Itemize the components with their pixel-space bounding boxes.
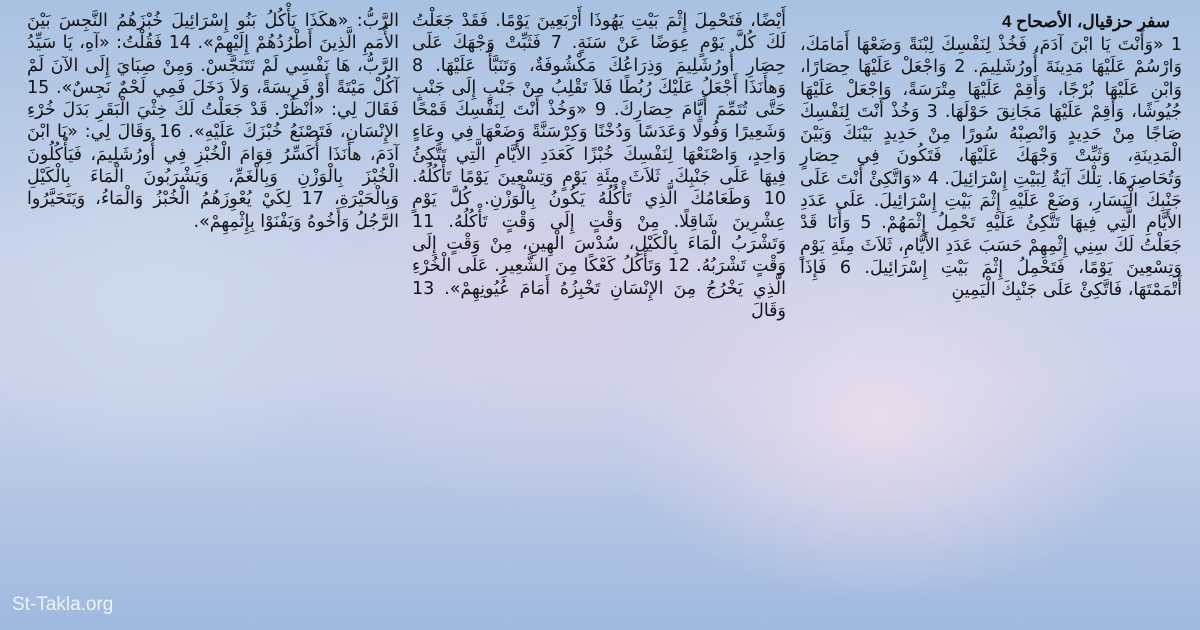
column-text: الرَّبُّ: «هكَذَا يَأْكُلُ بَنُو إِسْرَائِيلَ خُبْزَهُمُ النَّجِسَ بَيْنَ الأُمَمِ الَّذِينَ أَطْرُدُهُمْ إِلَيْهِمْ». 14 فَقُلْتُ: «آهِ، يَا سَيِّدُ الرَّبُّ، هَا نَفْسِي لَمْ تَتَنَجَّسْ. وَمِنْ صِبَايَ إِلَى الآنَ لَمْ آكُلْ مَيْتَةً أَوْ فَرِيسَةً، وَلاَ دَخَلَ فَمِي لَحْمٌ نَجِسٌ». 15 فَقَالَ لِي: «اُنْظُرْ. قَدْ جَعَلْتُ لَكَ خِثْيَ الْبَقَرِ بَدَلَ خُرْءِ الإِنْسَانِ، فَتَصْنَعُ خُبْزَكَ عَلَيْهِ». 16 وَقَالَ لِي: «يَا ابْنَ آدَمَ، هأَنَذَا أُكَسِّرُ قِوَامَ الْخُبْزِ فِي أُورُشَلِيمَ، فَيَأْكُلُونَ الْخُبْزَ بِالْوَزْنِ وَبِالْغَمِّ، وَيَشْرَبُونَ الْمَاءَ بِالْكَيْلِ وَبِالْحَيْرَةِ، 17 لِكَيْ يُعْوِزَهُمُ الْخُبْزُ وَالْمَاءُ، وَيَتَحَيَّرُوا الرَّجُلُ وَأَخُوهُ وَيَفْنَوْا بِإِثْمِهِمْ». — [27, 11, 399, 232]
text-column-3 — [27, 10, 399, 233]
chapter-title: سفر حزقيال، الأصحاح 4 — [1001, 12, 1170, 31]
column-text: 1 «وَأَنْتَ يَا ابْنَ آدَمَ، فَخُذْ لِنَفْسِكَ لِبْنَةً وَضَعْهَا أَمَامَكَ، وَارْسُمْ عَلَيْهَا مَدِينَةَ أُورُشَلِيمَ. 2 وَاجْعَلْ عَلَيْهَا حِصَارًا، وَابْنِ عَلَيْهَا بُرْجًا، وَأَقِمْ عَلَيْهَا مِتْرَسَةً، وَاجْعَلْ عَلَيْهَا جُيُوشًا، وَأَقِمْ عَلَيْهَا مَجَانِقَ حَوْلَهَا. 3 وَخُذْ أَنْتَ لِنَفْسِكَ صَاجًا مِنْ حَدِيدٍ وَانْصِبْهُ سُورًا مِنْ حَدِيدٍ بَيْنَكَ وَبَيْنَ الْمَدِينَةِ، وَثَبِّتْ وَجْهَكَ عَلَيْهَا، فَتَكُونَ فِي حِصَارٍ وَتُحَاصِرَهَا. تِلْكَ آيَةٌ لِبَيْتِ إِسْرَائِيلَ. 4 «وَاتَّكِئْ أَنْتَ عَلَى جَنْبِكَ الْيَسَارِ، وَضَعْ عَلَيْهِ إِثْمَ بَيْتِ إِسْرَائِيلَ. عَلَى عَدَدِ الأَيَّامِ الَّتِي فِيهَا تَتَّكِئُ عَلَيْهِ تَحْمِلُ إِثْمَهُمْ. 5 وَأَنَا قَدْ جَعَلْتُ لَكَ سِنِي إِثْمِهِمْ حَسَبَ عَدَدِ الأَيَّامِ، ثَلاَثَ مِئَةِ يَوْمٍ وَتِسْعِينَ يَوْمًا، فَتَحْمِلُ إِثْمَ بَيْتِ إِسْرَائِيلَ. 6 فَإِذَا أَتْمَمْتَهَا، فَاتَّكِئْ عَلَى جَنْبِكَ الْيَمِينِ — [800, 35, 1182, 301]
text-column-1 — [800, 34, 1182, 302]
site-watermark: St-Takla.org — [12, 594, 114, 615]
text-column-2 — [412, 10, 786, 322]
column-text: أَيْضًا، فَتَحْمِلَ إِثْمَ بَيْتِ يَهُوذَا أَرْبَعِينَ يَوْمًا. فَقَدْ جَعَلْتُ لَكَ كُلَّ يَوْمٍ عِوَضًا عَنْ سَنَةٍ. 7 فَثَبِّتْ وَجْهَكَ عَلَى حِصَارِ أُورُشَلِيمَ وَذِرَاعُكَ مَكْشُوفَةٌ، وَتَنَبَّأْ عَلَيْهَا. 8 وَهأَنَذَا أَجْعَلُ عَلَيْكَ رُبُطًا فَلاَ تَقْلِبُ مِنْ جَنْبٍ إِلَى جَنْبٍ حَتَّى تُتَمِّمَ أَيَّامَ حِصَارِكَ. 9 «وَخُذْ أَنْتَ لِنَفْسِكَ قَمْحًا وَشَعِيرًا وَفُولًا وَعَدَسًا وَدُخْنًا وَكِرْسَنَّةً وَضَعْهَا فِي وِعَاءٍ وَاحِدٍ، وَاصْنَعْهَا لِنَفْسِكَ خُبْزًا كَعَدَدِ الأَيَّامِ الَّتِي تَتَّكِئُ فِيهَا عَلَى جَنْبِكَ. ثَلاَثَ مِئَةِ يَوْمٍ وَتِسْعِينَ يَوْمًا تَأْكُلُهُ. 10 وَطَعَامُكَ الَّذِي تَأْكُلُهُ يَكُونُ بِالْوَزْنِ. كُلَّ يَوْمٍ عِشْرِينَ شَاقِلًا. مِنْ وَقْتٍ إِلَى وَقْتٍ تَأْكُلُهُ. 11 وَتَشْرَبُ الْمَاءَ بِالْكَيْلِ، سُدْسَ الْهِينِ، مِنْ وَقْتٍ إِلَى وَقْتٍ تَشْرَبُهُ. 12 وَتَأْكُلُ كَعْكًا مِنَ الشَّعِيرِ. عَلَى الْخُرْءِ الَّذِي يَخْرُجُ مِنَ الإِنْسَانِ تَخْبِزُهُ أَمَامَ عُيُونِهِمْ». 13 وَقَالَ — [412, 11, 787, 321]
